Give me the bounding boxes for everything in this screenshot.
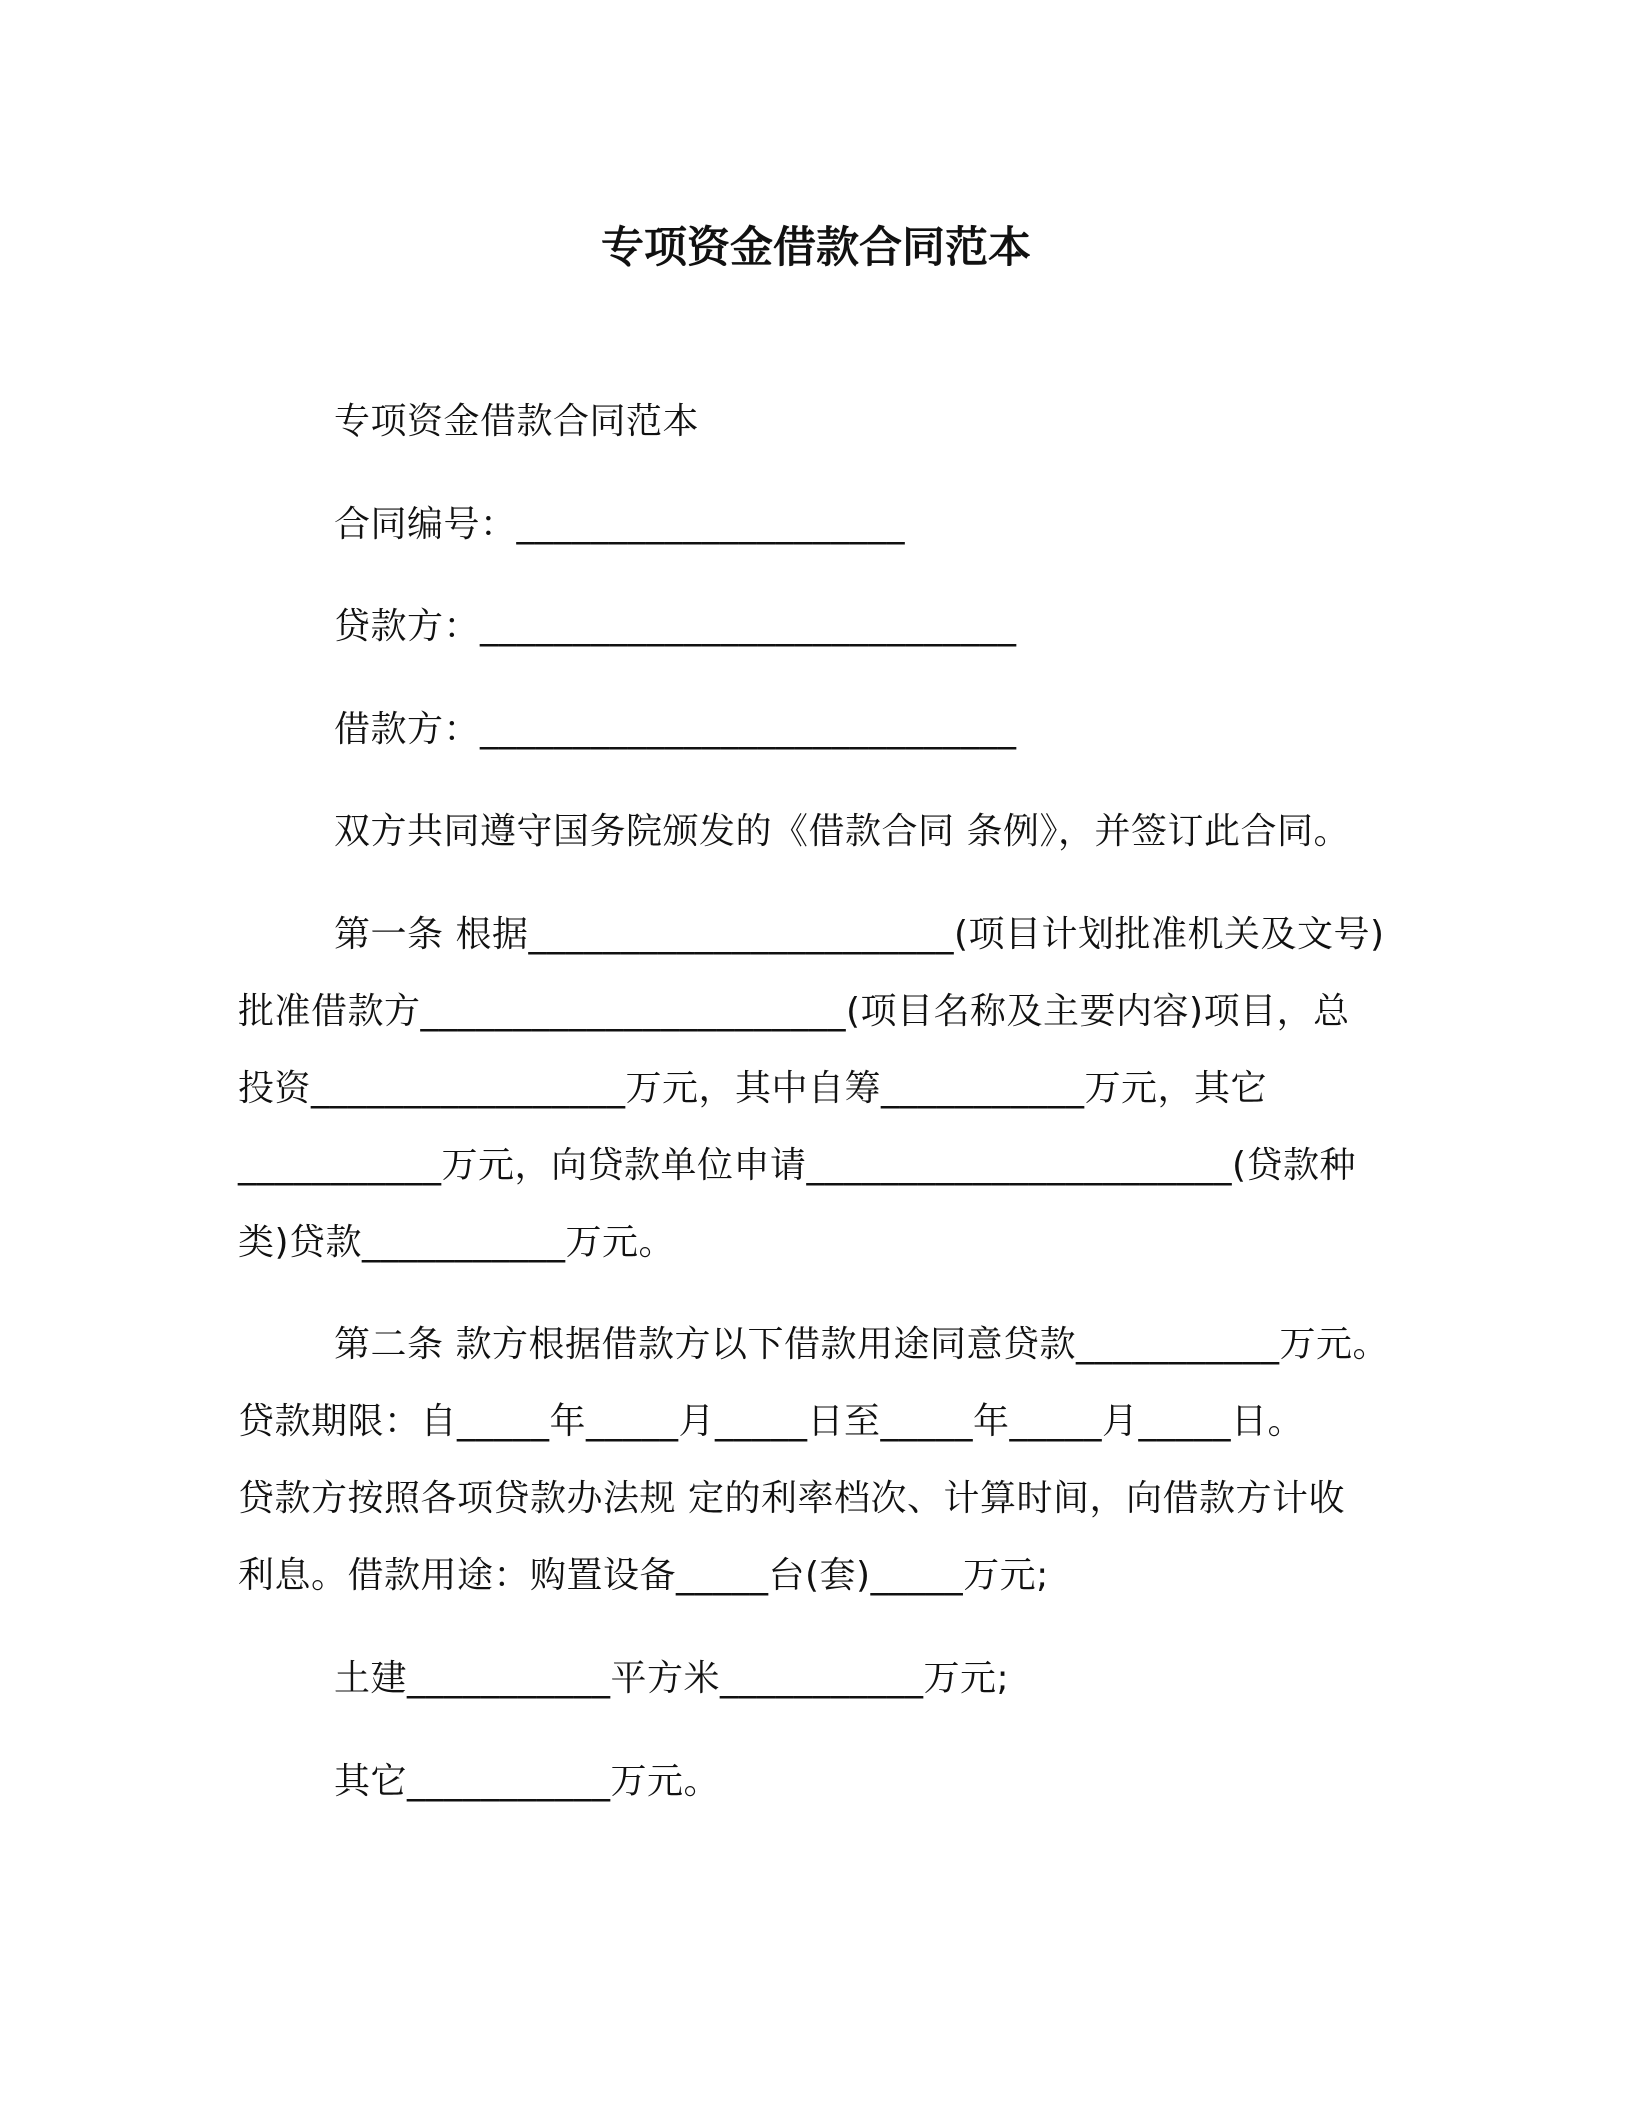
borrower-line: 借款方：_____________________________ xyxy=(334,709,1017,750)
document-title: 专项资金借款合同范本 xyxy=(601,223,1031,273)
lender-line: 贷款方：_____________________________ xyxy=(334,606,1017,647)
subtitle-line: 专项资金借款合同范本 xyxy=(334,401,700,442)
article-two-line-2: 贷款期限：自_____年_____月_____日至_____年_____月_____日。 xyxy=(238,1401,1305,1442)
construction-line: 土建___________平方米___________万元; xyxy=(334,1658,1010,1699)
article-two-line-4: 利息。借款用途：购置设备_____台(套)_____万元; xyxy=(238,1555,1049,1596)
other-costs-line: 其它___________万元。 xyxy=(334,1761,721,1802)
contract-number-line: 合同编号：_____________________ xyxy=(334,504,906,545)
article-two-line-3: 贷款方按照各项贷款办法规 定的利率档次、计算时间，向借款方计收 xyxy=(238,1478,1345,1519)
article-one-line-3: 投资_________________万元，其中自筹___________万元，其它 xyxy=(238,1068,1268,1109)
article-one-line-4: ___________万元，向贷款单位申请_______________________(贷款种 xyxy=(238,1145,1357,1186)
preamble-line: 双方共同遵守国务院颁发的《借款合同 条例》，并签订此合同。 xyxy=(334,811,1350,852)
article-two-line-1: 第二条 款方根据借款方以下借款用途同意贷款___________万元。 xyxy=(334,1324,1389,1365)
article-one-line-5: 类)贷款___________万元。 xyxy=(238,1222,676,1263)
article-one-line-1: 第一条 根据_______________________(项目计划批准机关及文号) xyxy=(334,914,1385,955)
article-one-line-2: 批准借款方_______________________(项目名称及主要内容)项目，总 xyxy=(238,991,1350,1032)
